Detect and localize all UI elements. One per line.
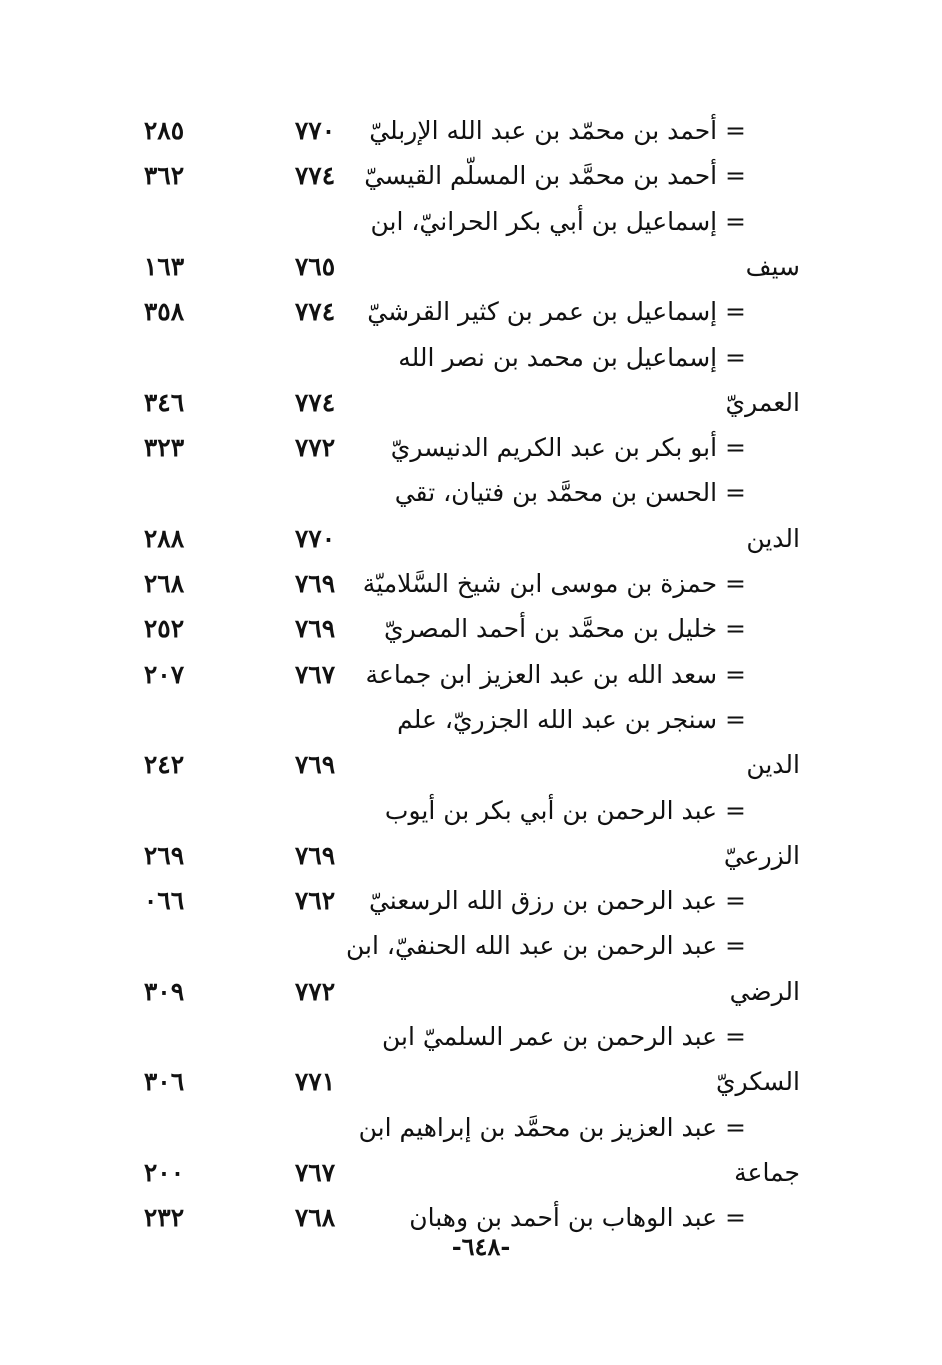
entry-row [0, 606, 942, 651]
reference-number: ٣٥٨ [143, 297, 185, 327]
entry-row [0, 742, 942, 787]
death-year: ٧٧٢ [294, 433, 336, 463]
death-year: ٧٦٩ [294, 569, 336, 598]
entry-name: جماعة [734, 1157, 800, 1187]
death-year: ٧٦٢ [294, 886, 336, 916]
entry-name: الزرعيّ [723, 840, 800, 870]
reference-number: ١٦٣ [143, 251, 185, 281]
death-year: ٧٦٨ [294, 1203, 336, 1233]
entry-name: = عبد الرحمن بن عمر السلميّ ابن [381, 1022, 746, 1051]
reference-number: ٢٨٨ [143, 523, 185, 553]
reference-number: ٠٦٦ [143, 886, 185, 916]
entry-row [0, 470, 942, 515]
entry-name: الدين [746, 750, 800, 780]
death-year: ٧٧١ [294, 1067, 336, 1097]
entry-row [0, 335, 942, 380]
death-year: ٧٦٧ [294, 659, 336, 689]
entry-row [0, 697, 942, 742]
death-year: ٧٧٤ [294, 387, 336, 417]
entry-row [0, 1150, 942, 1195]
entry-row [0, 516, 942, 561]
reference-number: ٣٠٦ [143, 1067, 185, 1097]
entry-row [0, 788, 942, 833]
death-year: ٧٦٥ [294, 251, 336, 281]
entry-name: الرضي [729, 976, 800, 1006]
entry-name: الدين [746, 523, 800, 553]
entry-name: = عبد الرحمن بن رزق الله الرسعنيّ [368, 886, 746, 916]
entry-row [0, 1059, 942, 1104]
entry-name: = الحسن بن محمَّد بن فتيان، تقي [394, 478, 746, 508]
entry-name: = أحمد بن محمّد بن عبد الله الإربليّ [369, 116, 746, 145]
entry-row [0, 425, 942, 470]
reference-number: ٢٦٨ [143, 569, 185, 598]
reference-number: ٢٥٢ [143, 614, 185, 644]
entry-row [0, 1014, 942, 1059]
entry-name: = إسماعيل بن عمر بن كثير القرشيّ [367, 297, 746, 327]
death-year: ٧٧٢ [294, 976, 336, 1006]
entry-name: = إسماعيل بن أبي بكر الحرانيّ، ابن [370, 206, 746, 236]
entry-name: = سنجر بن عبد الله الجزريّ، علم [397, 704, 746, 734]
entry-name: = عبد الرحمن بن أبي بكر بن أيوب [384, 795, 746, 825]
death-year: ٧٧٤ [294, 297, 336, 327]
entry-name: العمريّ [725, 387, 800, 417]
entry-row [0, 923, 942, 968]
entry-name: = خليل بن محمَّد بن أحمد المصريّ [384, 614, 746, 644]
reference-number: ٢٦٩ [143, 840, 185, 870]
reference-number: ٢٠٠ [143, 1157, 185, 1187]
entry-name: السكريّ [715, 1067, 800, 1097]
entry-name: = عبد الوهاب بن أحمد بن وهبان [409, 1203, 746, 1233]
entry-name: = عبد العزيز بن محمَّد بن إبراهيم ابن [358, 1112, 746, 1142]
entry-name: = أحمد بن محمَّد بن المسلّم القيسيّ [364, 161, 746, 191]
entry-row [0, 153, 942, 198]
entry-row [0, 108, 942, 153]
death-year: ٧٦٩ [294, 750, 336, 780]
death-year: ٧٦٩ [294, 614, 336, 644]
entry-name: = عبد الرحمن بن عبد الله الحنفيّ، ابن [346, 931, 746, 961]
entry-name: = سعد الله بن عبد العزيز ابن جماعة [365, 659, 746, 689]
death-year: ٧٦٩ [294, 840, 336, 870]
reference-number: ٢٠٧ [143, 659, 185, 689]
reference-number: ٢٣٢ [143, 1203, 185, 1233]
entry-row [0, 969, 942, 1014]
entry-name: سيف [745, 251, 800, 281]
entry-name: = إسماعيل بن محمد بن نصر الله [398, 342, 746, 372]
reference-number: ٣٤٦ [143, 387, 185, 417]
reference-number: ٣٦٢ [143, 161, 185, 191]
reference-number: ٢٨٥ [143, 116, 185, 145]
death-year: ٧٧٠ [294, 116, 336, 145]
entry-row [0, 652, 942, 697]
entry-row [0, 561, 942, 606]
entry-row [0, 244, 942, 289]
entry-row [0, 380, 942, 425]
reference-number: ٣٠٩ [143, 976, 185, 1006]
entry-row [0, 199, 942, 244]
entry-name: = أبو بكر بن عبد الكريم الدنيسريّ [390, 433, 746, 463]
reference-number: ٢٤٢ [143, 750, 185, 780]
death-year: ٧٧٠ [294, 523, 336, 553]
entry-row [0, 878, 942, 923]
reference-number: ٣٢٣ [143, 433, 185, 463]
death-year: ٧٦٧ [294, 1157, 336, 1187]
page-number: -٦٤٨- [451, 1232, 511, 1261]
entry-row [0, 289, 942, 334]
entry-row [0, 1105, 942, 1150]
death-year: ٧٧٤ [294, 161, 336, 191]
entry-row [0, 833, 942, 878]
entry-name: = حمزة بن موسى ابن شيخ السَّلاميّة [362, 569, 746, 598]
